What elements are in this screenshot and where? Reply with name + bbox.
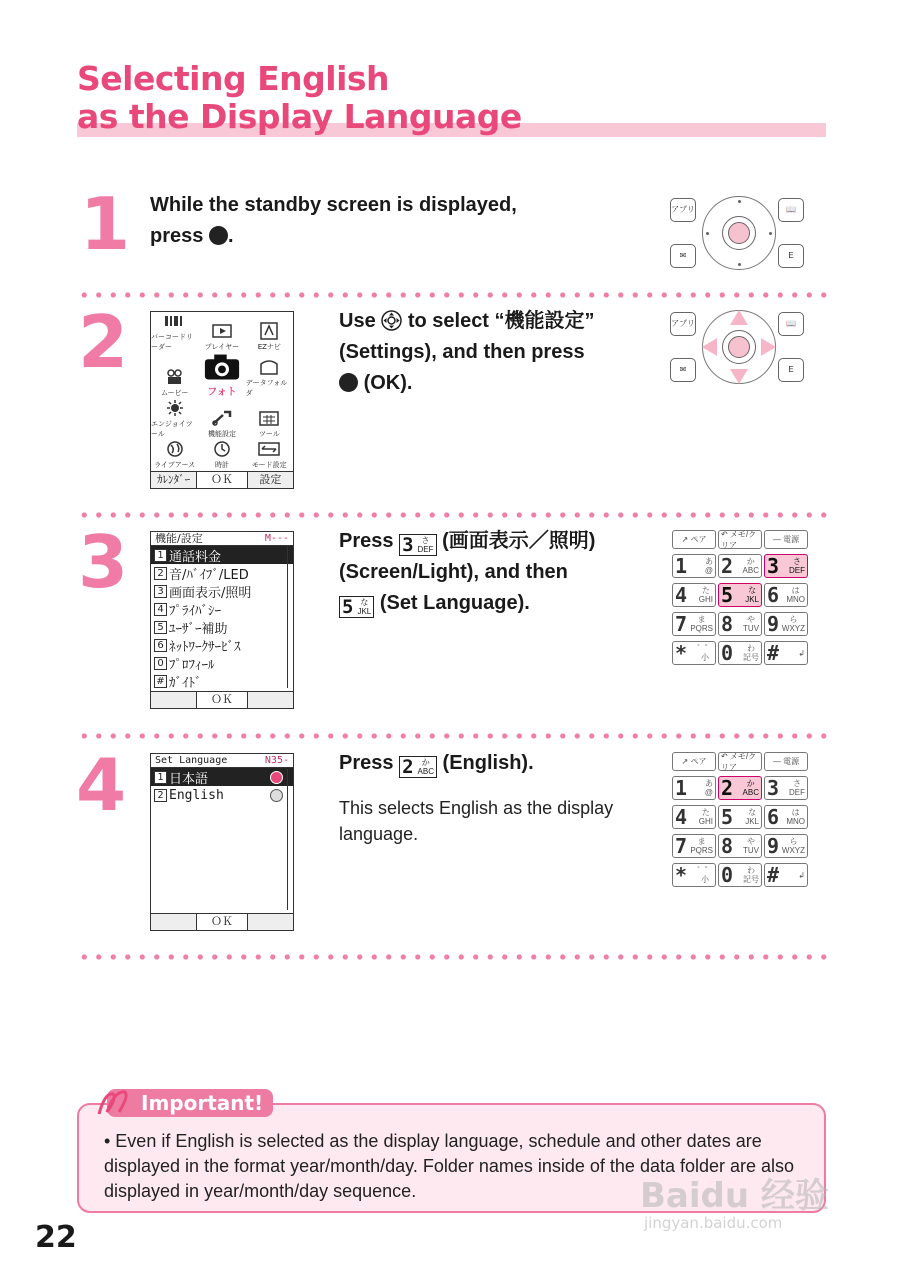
key-letters: か ABC	[742, 557, 759, 575]
step-4-english: (English).	[442, 752, 534, 774]
key-digit: 1	[675, 554, 688, 578]
item-number: 5	[154, 621, 167, 634]
softkey-right	[248, 914, 293, 930]
step-1-period: .	[227, 225, 234, 247]
key-4	[672, 805, 716, 829]
clock-icon	[210, 440, 234, 458]
step-3-text	[339, 526, 595, 619]
item-number: 0	[154, 657, 167, 670]
key-letters: ↲	[798, 648, 805, 658]
globe-icon	[163, 440, 187, 458]
key-letters: ゛゜ 小	[697, 644, 713, 662]
dotted-divider	[77, 292, 829, 298]
keypad-row	[672, 641, 808, 665]
item-label: ﾕｰｻﾞｰ補助	[169, 621, 228, 637]
appli-key: アプリ	[670, 198, 696, 222]
settings-item	[151, 564, 293, 582]
function-key: ↶ メモ/クリア	[718, 752, 762, 771]
settings-item	[151, 654, 293, 672]
key-letters: ら WXYZ	[781, 837, 805, 855]
pencil-icon	[95, 1088, 135, 1118]
step-2-text	[339, 306, 595, 399]
softkey-bar	[151, 913, 293, 930]
key-0	[718, 641, 762, 665]
step-3-menu-jp: (画面表示／照明)	[442, 530, 596, 552]
menu-settings: 機能設定	[198, 399, 245, 440]
keypad-row	[672, 554, 808, 578]
key-*	[672, 863, 716, 887]
title-line-1: Selecting English	[77, 59, 390, 98]
key-letters	[355, 597, 373, 617]
softkey-right: 設定	[248, 472, 293, 488]
function-key: — 電源	[764, 530, 808, 549]
key-0	[718, 863, 762, 887]
menu-modeset: モード設定	[246, 440, 293, 471]
item-label: 日本語	[169, 771, 209, 787]
menu-tools: ツール	[246, 399, 293, 440]
step-1-press: press	[150, 225, 204, 247]
item-number: 6	[154, 639, 167, 652]
keypad-top-row	[672, 752, 808, 771]
radio-unselected-icon	[270, 789, 283, 802]
key-digit: 2	[721, 554, 734, 578]
scrollbar	[287, 769, 292, 910]
dotted-divider	[77, 733, 829, 739]
key-8	[718, 834, 762, 858]
key-digit: 5	[342, 596, 354, 618]
step-3-press: Press	[339, 530, 394, 552]
key-digit: 7	[675, 834, 688, 858]
key-digit: 7	[675, 612, 688, 636]
phone-screen-language	[150, 753, 294, 931]
control-pad-step-1	[670, 195, 808, 271]
menu-datafolder: データフォルダ	[246, 353, 293, 399]
menu-player: プレイヤー	[198, 312, 245, 353]
key-1	[672, 554, 716, 578]
key-digit: 1	[675, 776, 688, 800]
control-pad-step-2	[670, 309, 808, 385]
screen-indicator: M---	[264, 533, 289, 544]
key-letters: は MNO	[786, 808, 805, 826]
key-digit: 3	[767, 776, 780, 800]
key-4	[672, 583, 716, 607]
key-digit: 9	[767, 834, 780, 858]
item-number: #	[154, 675, 167, 688]
key-#	[764, 641, 808, 665]
key-letters: あ @	[704, 779, 713, 797]
key-letters	[416, 757, 436, 777]
key-latin: ABC	[417, 767, 434, 776]
key-kana: さ	[421, 536, 430, 545]
step-4-note: This selects English as the display language.	[339, 798, 614, 844]
dpad-tick-down	[738, 263, 741, 266]
menu-clock: 時計	[198, 440, 245, 471]
key-digit: *	[675, 641, 688, 665]
softkey-left: ｶﾚﾝﾀﾞｰ	[151, 472, 197, 488]
step-3-number: 3	[78, 520, 129, 604]
key-3-icon	[399, 534, 436, 556]
item-label: 画面表示/照明	[169, 585, 252, 601]
keypad-step-4	[672, 752, 808, 892]
item-label: English	[169, 787, 224, 803]
step-1-line-2	[150, 221, 517, 252]
settings-item	[151, 546, 293, 564]
key-letters: な JKL	[745, 808, 759, 826]
wrench-icon	[210, 409, 234, 427]
menu-photo: フォト	[198, 353, 245, 399]
step-1-text	[150, 190, 517, 252]
key-#	[764, 863, 808, 887]
language-item	[151, 768, 293, 786]
softkey-bar	[151, 691, 293, 708]
ez-key: E	[778, 358, 804, 382]
barcode-icon	[163, 312, 187, 330]
key-kana: な	[360, 598, 369, 607]
sun-icon	[163, 399, 187, 417]
key-digit: 5	[721, 583, 734, 607]
menu-barcode: バーコードリーダー	[151, 312, 198, 353]
phone-screen-menu	[150, 311, 294, 489]
center-key-highlight	[728, 336, 750, 358]
key-letters: ゛゜ 小	[697, 866, 713, 884]
keypad-row	[672, 834, 808, 858]
appli-key: アプリ	[670, 312, 696, 336]
key-9	[764, 834, 808, 858]
settings-item	[151, 636, 293, 654]
key-digit: 8	[721, 834, 734, 858]
keypad-step-3	[672, 530, 808, 670]
item-label: ﾌﾟﾗｲﾊﾞｼｰ	[169, 603, 221, 619]
keypad-row	[672, 863, 808, 887]
key-latin: DEF	[417, 545, 434, 554]
screen-title: Set Language	[155, 755, 228, 766]
key-digit: 8	[721, 612, 734, 636]
key-*	[672, 641, 716, 665]
book-key: 📖	[778, 312, 804, 336]
item-number: 1	[154, 771, 167, 784]
key-digit: 0	[721, 863, 734, 887]
step-3-line-1	[339, 526, 595, 557]
key-digit: 6	[767, 805, 780, 829]
step-4-press: Press	[339, 752, 394, 774]
page-number: 22	[35, 1220, 77, 1255]
language-item	[151, 786, 293, 804]
radio-selected-icon	[270, 771, 283, 784]
key-letters: わ 記号	[743, 866, 759, 884]
softkey-left	[151, 914, 197, 930]
menu-enjoytool: エンジョイツール	[151, 399, 198, 440]
key-digit: 3	[402, 534, 414, 556]
up-arrow-icon	[730, 310, 748, 325]
book-key: 📖	[778, 198, 804, 222]
item-label: ﾈｯﾄﾜｰｸｻｰﾋﾞｽ	[169, 639, 241, 655]
step-3-line-2: (Screen/Light), and then	[339, 561, 568, 583]
center-key-icon	[209, 226, 228, 245]
map-icon	[257, 322, 281, 340]
item-number: 2	[154, 789, 167, 802]
important-title: Important!	[107, 1089, 273, 1117]
camera-icon	[202, 353, 242, 381]
key-2-icon	[399, 756, 437, 778]
keypad-row	[672, 583, 808, 607]
key-letters: か ABC	[742, 779, 759, 797]
key-letters	[416, 535, 436, 555]
key-letters: ら WXYZ	[781, 615, 805, 633]
menu-eznavi: EZナビ	[246, 312, 293, 353]
step-1-line-1: While the standby screen is displayed,	[150, 194, 517, 216]
key-digit: *	[675, 863, 688, 887]
item-number: 1	[154, 549, 167, 562]
ez-key: E	[778, 244, 804, 268]
key-8	[718, 612, 762, 636]
dotted-divider	[77, 512, 829, 518]
dpad-icon	[381, 310, 402, 331]
dpad-tick-right	[769, 232, 772, 235]
settings-item	[151, 582, 293, 600]
menu-liveearth: ライブアース	[151, 440, 198, 471]
key-digit: 9	[767, 612, 780, 636]
screen-header	[151, 754, 293, 768]
folder-icon	[257, 358, 281, 376]
key-letters: た GHI	[698, 586, 713, 604]
main-menu-grid	[151, 312, 293, 471]
key-digit: 3	[767, 554, 780, 578]
settings-item	[151, 600, 293, 618]
item-number: 4	[154, 603, 167, 616]
down-arrow-icon	[730, 369, 748, 384]
function-key: ↗ ペア	[672, 530, 716, 549]
key-3	[764, 554, 808, 578]
screen-indicator: N35-	[264, 755, 289, 766]
item-number: 2	[154, 567, 167, 580]
item-label: 音/ﾊﾞｲﾌﾞ/LED	[169, 567, 249, 583]
key-3	[764, 776, 808, 800]
softkey-bar	[151, 471, 293, 488]
key-digit: 4	[675, 583, 688, 607]
key-letters: ま PQRS	[690, 615, 713, 633]
key-letters: さ DEF	[789, 557, 805, 575]
key-letters: た GHI	[698, 808, 713, 826]
movie-camera-icon	[163, 368, 187, 386]
player-icon	[210, 322, 234, 340]
key-letters: や TUV	[743, 615, 759, 633]
step-2-ok: (OK).	[363, 372, 413, 394]
softkey-left	[151, 692, 197, 708]
key-letters: わ 記号	[743, 644, 759, 662]
function-key: ↶ メモ/クリア	[718, 530, 762, 549]
left-arrow-icon	[702, 338, 717, 356]
key-digit: 2	[721, 776, 734, 800]
title-line-2: as the Display Language	[77, 97, 522, 136]
key-5	[718, 805, 762, 829]
keypad-row	[672, 805, 808, 829]
mail-key: ✉	[670, 244, 696, 268]
step-2-line-2: (Settings), and then press	[339, 341, 585, 363]
keypad-row	[672, 776, 808, 800]
key-letters: や TUV	[743, 837, 759, 855]
swap-arrows-icon	[257, 440, 281, 458]
key-7	[672, 612, 716, 636]
key-5-icon	[339, 596, 374, 618]
dotted-divider	[77, 954, 829, 960]
key-2	[718, 554, 762, 578]
right-arrow-icon	[761, 338, 776, 356]
step-3-set-language: (Set Language).	[379, 592, 530, 614]
important-text: • Even if English is selected as the display language, schedule and other dates are displayed in the format year/month/day. Folder names inside of the data folder are also displayed in year/month/day sequence.	[104, 1131, 795, 1201]
key-digit: 0	[721, 641, 734, 665]
key-5	[718, 583, 762, 607]
key-7	[672, 834, 716, 858]
keypad-row	[672, 612, 808, 636]
mail-key: ✉	[670, 358, 696, 382]
key-letters: な JKL	[745, 586, 759, 604]
key-latin: JKL	[357, 607, 372, 616]
item-label: ﾌﾟﾛﾌｨｰﾙ	[169, 657, 215, 673]
key-letters: ↲	[798, 870, 805, 880]
key-6	[764, 583, 808, 607]
step-3-line-3	[339, 588, 595, 619]
key-digit: #	[767, 641, 780, 665]
function-key: — 電源	[764, 752, 808, 771]
keypad-top-row	[672, 530, 808, 549]
key-digit: #	[767, 863, 780, 887]
step-2-number: 2	[78, 300, 129, 384]
key-1	[672, 776, 716, 800]
softkey-center: ＯＫ	[197, 914, 248, 930]
step-2-line-1	[339, 306, 595, 337]
important-label	[95, 1088, 273, 1118]
item-number: 3	[154, 585, 167, 598]
key-letters: は MNO	[786, 586, 805, 604]
step-4-line-1	[339, 748, 534, 779]
key-digit: 5	[721, 805, 734, 829]
menu-movie: ムービー	[151, 353, 198, 399]
screen-title: 機能/設定	[155, 532, 203, 545]
key-kana: か	[421, 758, 430, 767]
key-9	[764, 612, 808, 636]
settings-item	[151, 618, 293, 636]
step-2-select: to select “機能設定”	[407, 310, 595, 332]
center-key-highlight	[728, 222, 750, 244]
key-letters: さ DEF	[789, 779, 805, 797]
key-digit: 6	[767, 583, 780, 607]
step-4-text	[339, 748, 534, 779]
watermark-logo: Baidu 经验	[640, 1176, 829, 1216]
watermark-url: jingyan.baidu.com	[644, 1214, 783, 1232]
softkey-center: ＯＫ	[197, 472, 248, 488]
softkey-right	[248, 692, 293, 708]
screen-header	[151, 532, 293, 546]
dpad-tick-left	[706, 232, 709, 235]
key-letters: あ @	[704, 557, 713, 575]
dpad-tick-up	[738, 200, 741, 203]
phone-screen-settings	[150, 531, 294, 709]
key-2	[718, 776, 762, 800]
step-2-use: Use	[339, 310, 376, 332]
calculator-icon	[257, 409, 281, 427]
page-title	[77, 60, 522, 136]
scrollbar	[287, 547, 292, 688]
key-letters: ま PQRS	[690, 837, 713, 855]
key-6	[764, 805, 808, 829]
softkey-center: ＯＫ	[197, 692, 248, 708]
function-key: ↗ ペア	[672, 752, 716, 771]
center-key-icon	[339, 373, 358, 392]
settings-item	[151, 672, 293, 690]
step-1-number: 1	[80, 182, 131, 266]
item-label: ｶﾞｲﾄﾞ	[169, 675, 202, 691]
step-2-line-3	[339, 368, 595, 399]
key-digit: 4	[675, 805, 688, 829]
step-4-number: 4	[76, 743, 127, 827]
item-label: 通話料金	[169, 549, 222, 565]
key-digit: 2	[402, 756, 414, 778]
